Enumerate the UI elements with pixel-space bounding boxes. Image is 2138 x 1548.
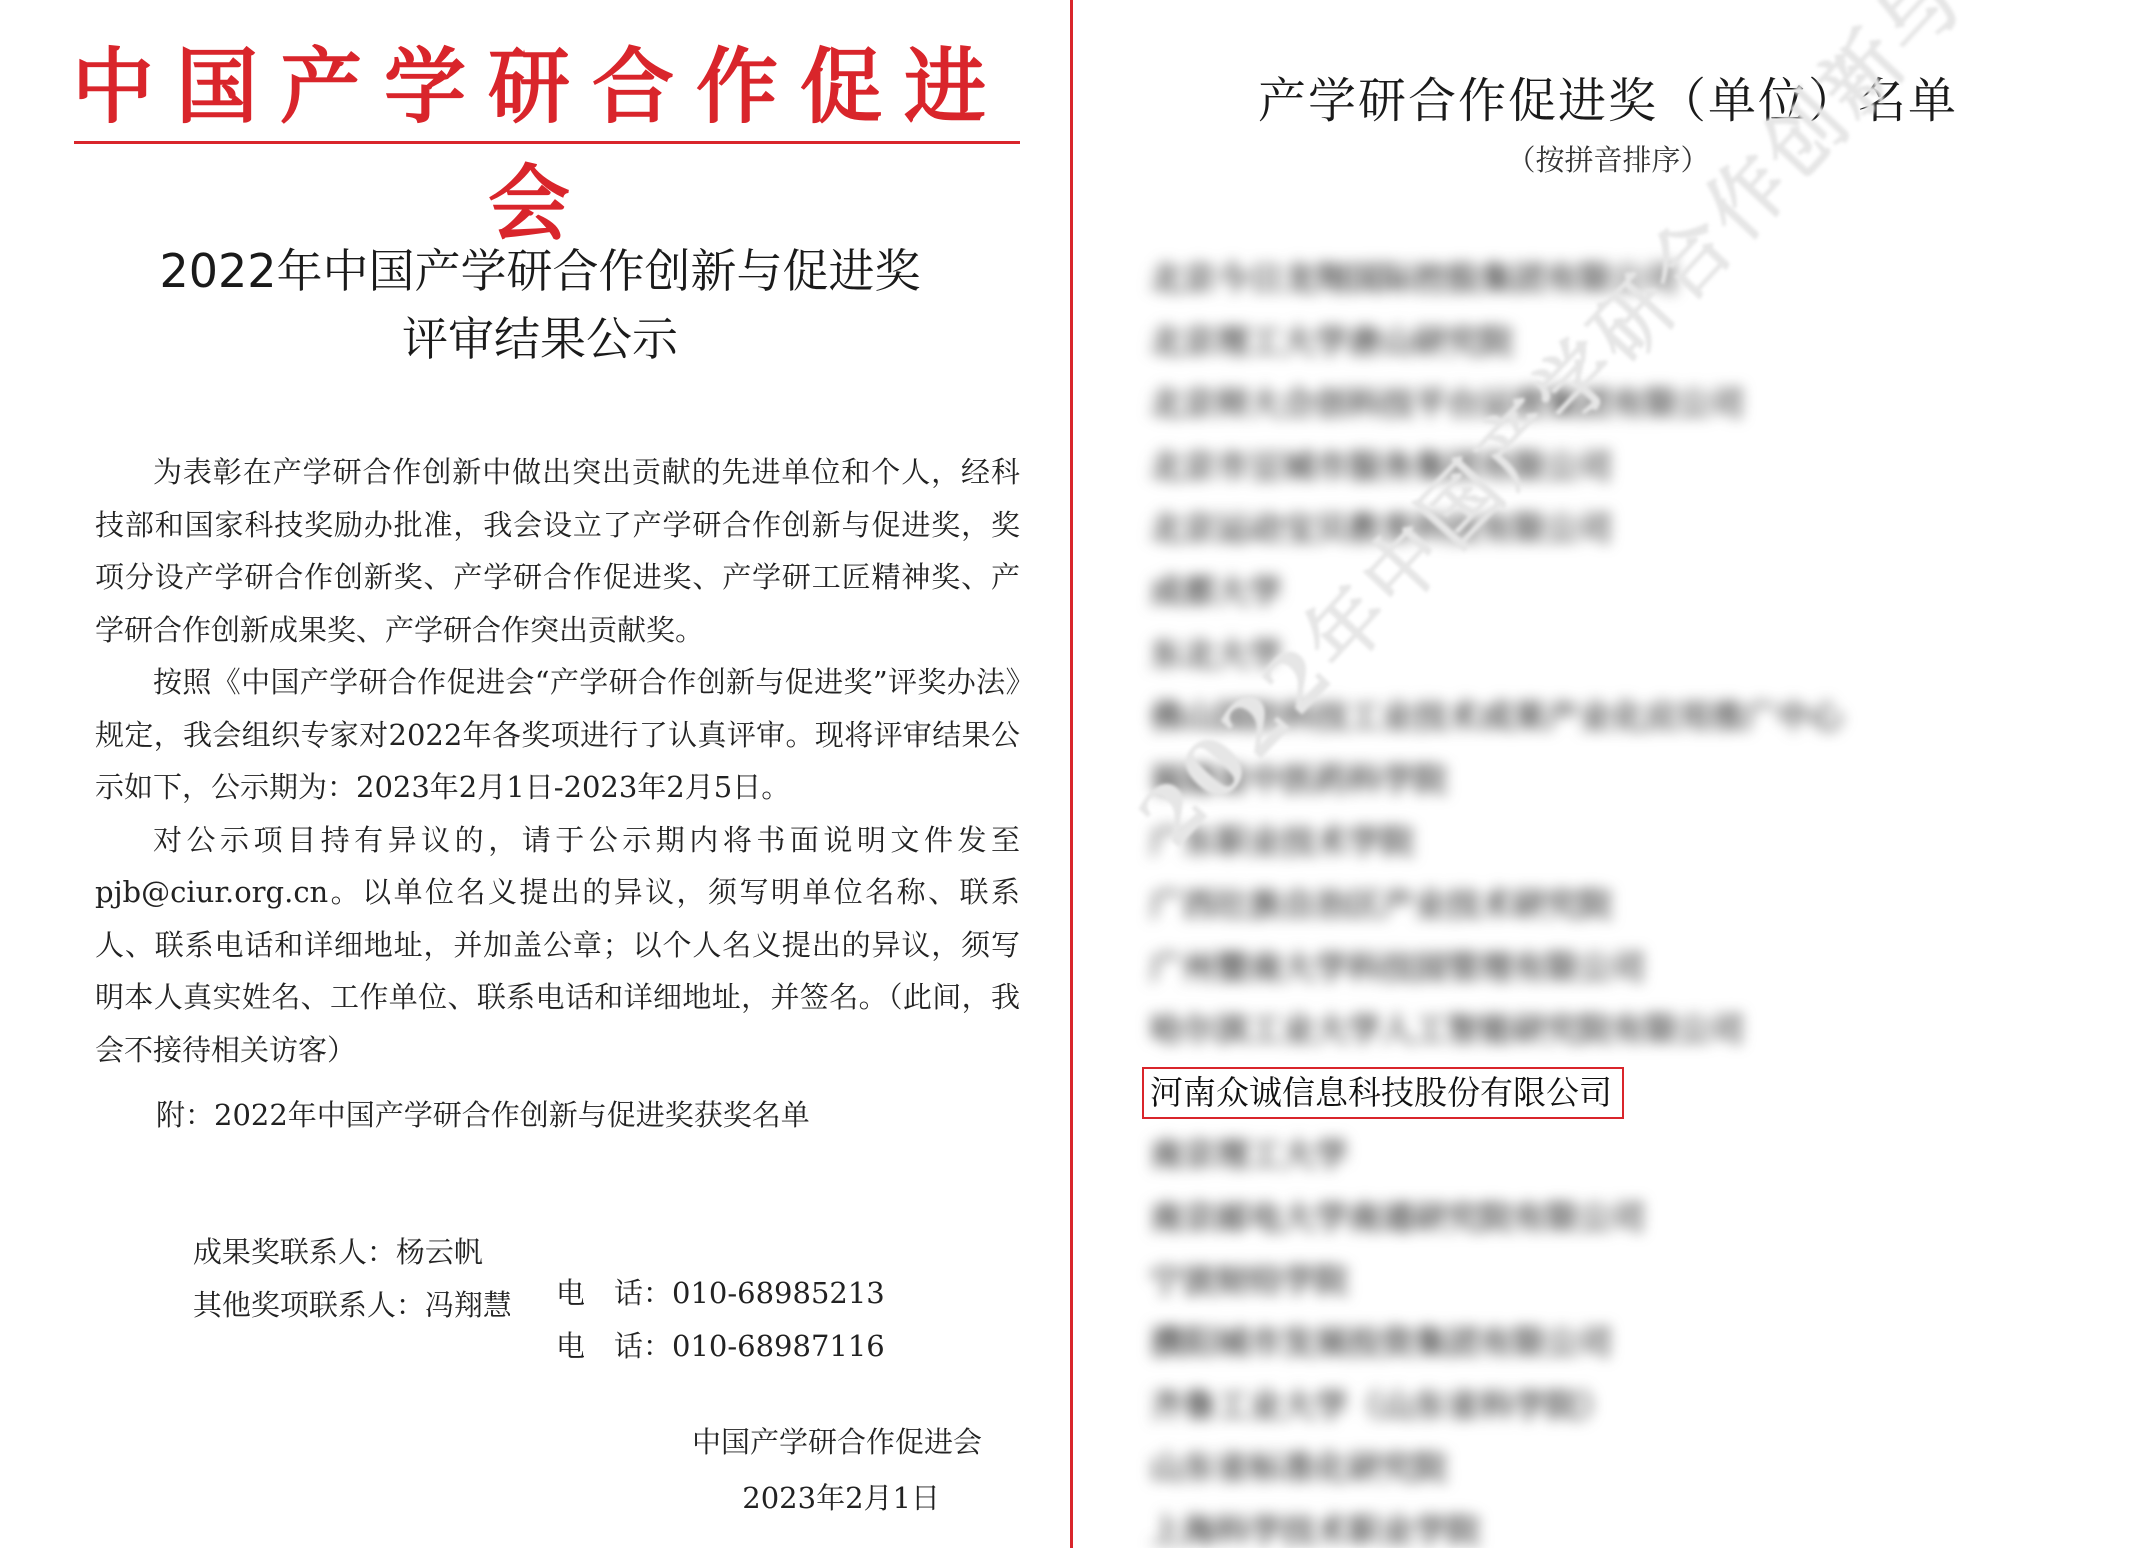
- contact-label: 其他奖项联系人：冯翔慧: [192, 1288, 512, 1322]
- unit-name: 广西壮族自治区产业技术研究院: [1150, 884, 1612, 924]
- list-item: [1150, 1375, 2050, 1438]
- unit-name: 齐鲁工业大学（山东省科学院）: [1150, 1385, 1612, 1425]
- unit-name: 北京市豆城市服务集团有限公司: [1150, 446, 1612, 486]
- unit-name: 东北大学: [1150, 634, 1282, 674]
- notice-body: [95, 446, 1020, 1076]
- doc-title-line-2: 评审结果公示: [402, 312, 678, 366]
- unit-name: 哈尔滨工业大学人工智能研究院有限公司: [1150, 1010, 1744, 1050]
- unit-name: 福建省中医药科学院: [1150, 759, 1447, 799]
- list-item: [1150, 937, 2050, 1000]
- paragraph-objection: 对公示项目持有异议的，请于公示期内将书面说明文件发至pjb@ciur.org.cn。以单位名义提出的异议，须写明单位名称、联系人、联系电话和详细地址，并加盖公章；以个人名义提出的异议，须写明本人真实姓名、工作单位、联系电话和详细地址，并签名。（此间，我会不接待相关访客）: [95, 822, 1020, 1067]
- contact-phone: 电 话：010-68985213: [556, 1276, 885, 1310]
- list-item: [1150, 1250, 2050, 1313]
- signature-org: 中国产学研合作促进会: [691, 1425, 982, 1459]
- unit-name: 广东职业技术学院: [1150, 822, 1414, 862]
- list-item: [1150, 1500, 2050, 1548]
- unit-name: 广州暨南大学科技园管理有限公司: [1150, 947, 1645, 987]
- list-subtitle: （按拼音排序）: [1506, 143, 1710, 177]
- list-title: 产学研合作促进奖（单位）名单: [1257, 73, 1958, 129]
- list-item: [1150, 561, 2050, 624]
- unit-name: 南京理工大学: [1150, 1135, 1348, 1175]
- list-item: [1150, 874, 2050, 937]
- unit-list: [1150, 248, 2050, 1548]
- unit-name: 上海科学技术职业学院: [1150, 1510, 1480, 1548]
- unit-name: 北京今日龙翔国际控股集团有限公司: [1150, 259, 1678, 298]
- unit-name: 南京邮电大学南通研究院有限公司: [1150, 1197, 1645, 1237]
- unit-name: 成都大学: [1150, 571, 1282, 611]
- unit-name: 北京师大合创科技平台运营集团有限公司: [1150, 384, 1744, 424]
- list-item: [1150, 624, 2050, 687]
- paragraph-intro: 为表彰在产学研合作创新中做出突出贡献的先进单位和个人，经科技部和国家科技奖励办批准，我会设立了产学研合作创新与促进奖，奖项分设产学研合作创新奖、产学研合作促进奖、产学研工匠精神奖、产学研合作创新成果奖、产学研合作突出贡献奖。: [95, 455, 1020, 647]
- list-item: [1150, 811, 2050, 874]
- header-rule: [74, 141, 1020, 144]
- list-item: [1150, 248, 2050, 311]
- contact-phone: 电 话：010-68987116: [556, 1329, 885, 1363]
- award-list-page: [1078, 0, 2138, 1548]
- list-item: [1150, 1124, 2050, 1187]
- list-item: [1150, 1187, 2050, 1250]
- unit-name: 濮阳城市发展投资集团有限公司: [1150, 1323, 1612, 1363]
- unit-name: 北京运动宝贝教育科技有限公司: [1150, 509, 1612, 549]
- signature-date: 2023年2月1日: [742, 1481, 940, 1515]
- doc-title-line-1: 2022年中国产学研合作创新与促进奖: [159, 244, 921, 298]
- unit-name: 山东省标准化研究院: [1150, 1448, 1447, 1488]
- unit-name: 佛山国防科技工业技术成果产业化应用推广中心: [1150, 697, 1843, 737]
- attachment-note: 附：2022年中国产学研合作创新与促进奖获奖名单: [156, 1098, 810, 1132]
- paragraph-review: 按照《中国产学研合作促进会“产学研合作创新与促进奖”评奖办法》规定，我会组织专家对2022年各奖项进行了认真评审。现将评审结果公示如下，公示期为：2023年2月1日-2023年2月5日。: [95, 665, 1020, 804]
- list-item: [1150, 373, 2050, 436]
- org-header: 中国产学研合作促进会: [71, 39, 1008, 252]
- unit-name: 河南众诚信息科技股份有限公司: [1142, 1067, 1624, 1119]
- list-item: [1150, 436, 2050, 499]
- unit-name: 宁波财经学院: [1150, 1260, 1348, 1300]
- contact-label: 成果奖联系人：杨云帆: [192, 1235, 483, 1269]
- list-item: [1150, 999, 2050, 1062]
- list-item: [1150, 498, 2050, 561]
- list-item: [1150, 311, 2050, 374]
- list-item: [1150, 686, 2050, 749]
- unit-name: 北京理工大学唐山研究院: [1150, 321, 1513, 361]
- list-item: [1150, 1312, 2050, 1375]
- page-divider: [1070, 0, 1073, 1548]
- list-item: [1150, 749, 2050, 812]
- highlighted-unit: [1150, 1062, 2050, 1125]
- list-item: [1150, 1437, 2050, 1500]
